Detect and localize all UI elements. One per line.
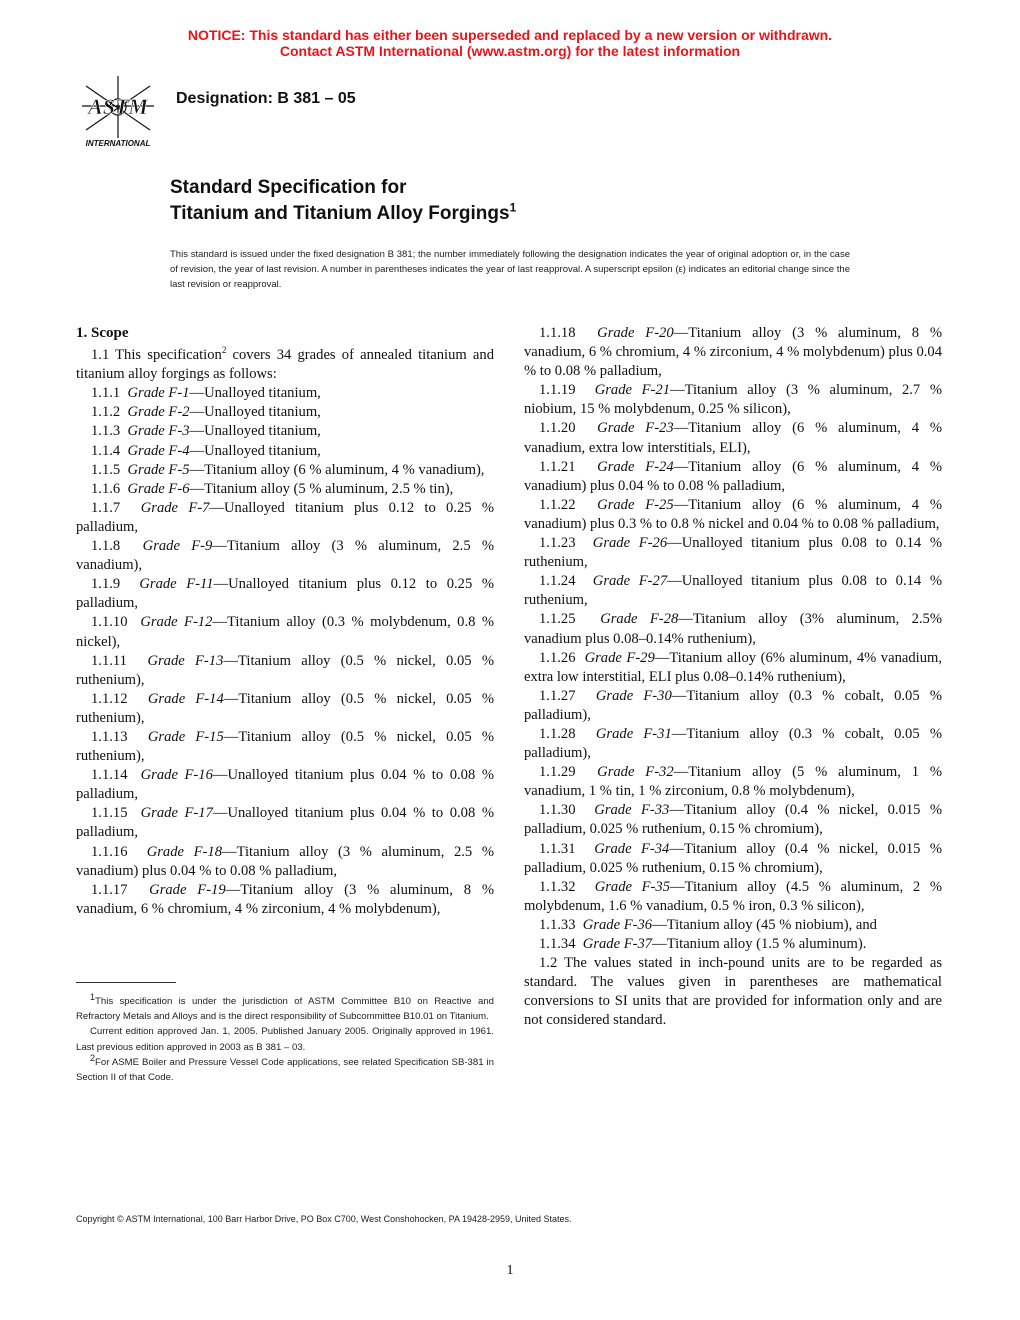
grade-item — [524, 324, 942, 381]
grade-item-description: —Unalloyed titanium, — [189, 423, 321, 440]
grade-item-number: 1.1.24 — [539, 573, 593, 590]
grade-item-number: 1.1.29 — [539, 764, 598, 781]
grade-item-grade: Grade F-21 — [594, 382, 670, 399]
grade-item — [524, 687, 942, 725]
grade-item-number: 1.1.31 — [539, 840, 595, 857]
grade-item-number: 1.1.2 — [91, 404, 128, 421]
grade-item-description: —Unalloyed titanium, — [189, 404, 321, 421]
grade-item-number: 1.1.3 — [91, 423, 128, 440]
grade-item-description: —Unalloyed titanium plus 0.04 % to 0.08 % palladium, — [76, 805, 494, 841]
grade-item-grade: Grade F-20 — [597, 325, 674, 341]
scope-p1-text-a: 1.1 This specification — [91, 347, 222, 364]
grade-item-grade: Grade F-14 — [147, 690, 224, 707]
notice-banner — [0, 27, 1020, 59]
grade-item-grade: Grade F-31 — [595, 725, 672, 742]
intro-paragraph: This standard is issued under the fixed designation B 381; the number immediately following the designation indicates the year of original adoption or, in the case of revision, the year of last revision. A number in parentheses indicates the year of last reapproval. A superscript epsilon (ε) indicates an editorial change since the last revision or reapproval. — [170, 249, 850, 290]
grade-item — [524, 916, 942, 935]
grade-item-description: —Titanium alloy (6 % aluminum, 4 % vanadium) plus 0.3 % to 0.8 % nickel and 0.04 % to 0.08 % palladium, — [524, 496, 943, 532]
grade-item-description: —Titanium alloy (0.3 % cobalt, 0.05 % palladium), — [524, 687, 943, 723]
grade-item — [524, 649, 942, 687]
grade-item-number: 1.1.34 — [539, 936, 583, 952]
footnote-2-text: For ASME Boiler and Pressure Vessel Code applications, see related Specification SB-381 in Section II of that Code. — [76, 1056, 494, 1084]
notice-line-1: NOTICE: This standard has either been superseded and replaced by a new version or withdrawn. — [187, 27, 833, 43]
scope-p1-text-b: covers 34 grades of annealed titanium and titanium alloy forgings as follows: — [76, 347, 494, 383]
grade-item-number: 1.1.10 — [91, 614, 141, 631]
grade-item-number: 1.1.5 — [91, 461, 128, 478]
footnote-2 — [76, 1052, 494, 1085]
grade-item-description: —Titanium alloy (0.3 % molybdenum, 0.8 % nickel), — [76, 614, 494, 650]
grade-item-number: 1.1.28 — [539, 725, 596, 742]
grade-item-grade: Grade F-34 — [594, 840, 670, 857]
grade-item-grade: Grade F-29 — [584, 649, 655, 666]
grade-item-description: —Titanium alloy (6 % aluminum, 4 % vanadium) plus 0.04 % to 0.08 % palladium, — [524, 458, 943, 494]
grade-item — [76, 613, 494, 651]
grade-list-left — [76, 384, 494, 919]
grade-item-description: —Titanium alloy (6% aluminum, 4% vanadium, extra low interstitial, ELI plus 0.08–0.14% ruthenium), — [524, 649, 943, 685]
grade-item — [76, 728, 494, 766]
grade-item-description: —Titanium alloy (0.5 % nickel, 0.05 % ruthenium), — [76, 728, 495, 765]
grade-item — [524, 935, 942, 954]
grade-item-description: —Titanium alloy (6 % aluminum, 4 % vanadium, extra low interstitials, ELI), — [524, 420, 943, 456]
scope-footnote-ref: 2 — [221, 345, 227, 356]
footnote-1-edition: Current edition approved Jan. 1, 2005. Published January 2005. Originally approved in 1961. Last previous edition approved in 2003 as B 381 – 03. — [76, 1026, 494, 1053]
grade-item-grade: Grade F-23 — [597, 420, 674, 437]
grade-item-description: —Titanium alloy (0.4 % nickel, 0.015 % palladium, 0.025 % ruthenium, 0.15 % chromium), — [524, 840, 943, 876]
grade-item-description: —Titanium alloy (3% aluminum, 2.5% vanadium plus 0.08–0.14% ruthenium), — [524, 611, 943, 647]
grade-item-grade: Grade F-12 — [140, 614, 213, 631]
grade-item-number: 1.1.8 — [91, 538, 143, 555]
grade-item-grade: Grade F-16 — [140, 767, 213, 784]
grade-item-number: 1.1.11 — [91, 652, 148, 669]
grade-item-description: —Titanium alloy (0.5 % nickel, 0.05 % ruthenium), — [76, 652, 494, 688]
grade-item-grade: Grade F-26 — [592, 535, 668, 552]
grade-item-number: 1.1.4 — [91, 442, 128, 459]
grade-item-description: —Unalloyed titanium plus 0.08 to 0.14 % ruthenium, — [524, 573, 942, 609]
grade-item — [76, 804, 494, 842]
scope-paragraph-1-2: 1.2 The values stated in inch-pound units are to be regarded as standard. The values given in parentheses are mathematical conversions to SI units that are provided for information only and are not considered standard. — [524, 955, 942, 1029]
grade-item-number: 1.1.30 — [539, 802, 595, 819]
designation: Designation: B 381 – 05 — [176, 90, 356, 107]
footnote-divider — [76, 982, 176, 983]
grade-item-grade: Grade F-30 — [595, 687, 672, 704]
grade-item-description: —Titanium alloy (3 % aluminum, 2.7 % niobium, 15 % molybdenum, 0.25 % silicon), — [524, 382, 942, 418]
grade-item-grade: Grade F-1 — [127, 385, 190, 402]
grade-item-description: —Titanium alloy (3 % aluminum, 8 % vanadium, 6 % chromium, 4 % zirconium, 4 % molybdenum), — [76, 881, 495, 917]
logo-text: ASTM — [88, 94, 148, 119]
grade-item-grade: Grade F-24 — [597, 458, 674, 475]
grade-item-number: 1.1.13 — [91, 728, 148, 745]
grade-item — [524, 572, 942, 610]
grade-item — [76, 499, 494, 537]
copyright-line: Copyright © ASTM International, 100 Barr Harbor Drive, PO Box C700, West Conshohocken, PA 19428-2959, United States. — [76, 1214, 572, 1224]
title-line-1: Standard Specification for — [170, 177, 407, 198]
grade-item-grade: Grade F-35 — [594, 878, 670, 895]
footnote-1-mark: 1 — [90, 991, 96, 1002]
grade-item — [76, 422, 494, 441]
notice-line-2: Contact ASTM International (www.astm.org) for the latest information — [279, 43, 741, 59]
grade-item — [524, 801, 942, 839]
footnote-2-mark: 2 — [90, 1052, 96, 1063]
grade-item — [524, 610, 942, 648]
grade-item-number: 1.1.20 — [539, 420, 598, 437]
title-line-2 — [170, 201, 516, 227]
grade-item — [524, 381, 942, 419]
grade-item — [524, 496, 942, 534]
grade-item-number: 1.1.22 — [539, 496, 598, 513]
grade-item-description: —Titanium alloy (5 % aluminum, 1 % vanadium, 1 % tin, 1 % zirconium, 0.8 % molybdenum), — [524, 764, 943, 800]
grade-item-number: 1.1.12 — [91, 690, 148, 707]
grade-item-number: 1.1.32 — [539, 878, 595, 895]
grade-item — [76, 881, 494, 919]
grade-item-grade: Grade F-18 — [146, 843, 222, 860]
grade-item-grade: Grade F-7 — [140, 499, 210, 516]
footnote-1 — [76, 991, 494, 1024]
grade-item — [524, 840, 942, 878]
grade-item-number: 1.1.14 — [91, 767, 141, 784]
scope-paragraph-1-1 — [76, 346, 494, 384]
grade-item-number: 1.1.15 — [91, 805, 141, 822]
grade-item-description: —Unalloyed titanium, — [189, 442, 321, 459]
grade-item-description: —Unalloyed titanium, — [189, 385, 321, 402]
grade-item — [76, 575, 494, 613]
grade-item-grade: Grade F-33 — [594, 802, 670, 819]
footnotes — [76, 991, 494, 1085]
footnote-1-text: This specification is under the jurisdiction of ASTM Committee B10 on Reactive and Refractory Metals and Alloys and is the direct responsibility of Subcommittee B10.01 on Titanium. — [76, 996, 494, 1023]
column-left — [76, 324, 494, 919]
column-right — [524, 324, 942, 1030]
grade-item-description: —Titanium alloy (4.5 % aluminum, 2 % molybdenum, 1.6 % vanadium, 0.5 % iron, 0.3 % silicon), — [524, 878, 942, 914]
grade-item-number: 1.1.25 — [539, 611, 601, 628]
grade-item-grade: Grade F-11 — [139, 576, 214, 593]
grade-item-description: —Titanium alloy (0.4 % nickel, 0.015 % palladium, 0.025 % ruthenium, 0.15 % chromium), — [524, 802, 943, 838]
grade-item — [76, 461, 494, 480]
grade-item-number: 1.1.18 — [539, 325, 598, 341]
grade-item-grade: Grade F-4 — [127, 442, 190, 459]
grade-item-number: 1.1.7 — [91, 499, 141, 516]
grade-item-description: —Titanium alloy (45 % niobium), and — [652, 916, 877, 933]
grade-item-grade: Grade F-5 — [127, 461, 190, 478]
grade-item-description: —Unalloyed titanium plus 0.04 % to 0.08 % palladium, — [76, 767, 494, 803]
grade-list-right — [524, 324, 942, 954]
grade-item-grade: Grade F-3 — [127, 423, 190, 440]
grade-item-description: —Unalloyed titanium plus 0.12 to 0.25 % palladium, — [76, 576, 494, 612]
title-footnote-ref: 1 — [509, 200, 517, 215]
grade-item-number: 1.1.23 — [539, 535, 593, 552]
grade-item-grade: Grade F-19 — [149, 881, 226, 898]
grade-item — [524, 458, 942, 496]
grade-item — [76, 480, 494, 499]
grade-item-number: 1.1.17 — [91, 881, 150, 898]
grade-item-number: 1.1.1 — [91, 385, 128, 402]
grade-item-grade: Grade F-32 — [597, 764, 674, 781]
grade-item — [524, 725, 942, 763]
grade-item — [524, 878, 942, 916]
grade-item-description: —Titanium alloy (3 % aluminum, 2.5 % vanadium), — [76, 538, 495, 574]
grade-item — [76, 652, 494, 690]
grade-item-description: —Titanium alloy (0.3 % cobalt, 0.05 % palladium), — [524, 725, 943, 762]
section-heading-scope: 1. Scope — [76, 325, 129, 341]
grade-item-grade: Grade F-28 — [600, 611, 679, 628]
grade-item-grade: Grade F-25 — [597, 496, 674, 513]
grade-item-description: —Titanium alloy (0.5 % nickel, 0.05 % ruthenium), — [76, 690, 495, 726]
title-text: Titanium and Titanium Alloy Forgings — [170, 203, 510, 224]
grade-item-number: 1.1.9 — [91, 576, 140, 593]
grade-item-grade: Grade F-2 — [127, 404, 190, 421]
grade-item — [76, 766, 494, 804]
grade-item-grade: Grade F-27 — [592, 573, 668, 590]
grade-item — [76, 403, 494, 422]
grade-item-grade: Grade F-9 — [142, 538, 213, 555]
grade-item-grade: Grade F-36 — [582, 916, 653, 933]
grade-item-description: —Titanium alloy (1.5 % aluminum). — [652, 936, 867, 952]
page-number: 1 — [506, 1263, 514, 1278]
grade-item-description: —Unalloyed titanium plus 0.08 to 0.14 % ruthenium, — [524, 535, 942, 571]
grade-item-description: —Titanium alloy (3 % aluminum, 2.5 % vanadium) plus 0.04 % to 0.08 % palladium, — [76, 843, 494, 879]
grade-item — [524, 534, 942, 572]
grade-item — [76, 843, 494, 881]
astm-logo-icon — [76, 74, 160, 150]
grade-item-number: 1.1.33 — [539, 916, 583, 933]
grade-item — [76, 537, 494, 575]
logo-subtext: INTERNATIONAL — [85, 139, 151, 148]
grade-item-description: —Titanium alloy (6 % aluminum, 4 % vanadium), — [189, 461, 485, 478]
grade-item-grade: Grade F-17 — [140, 805, 213, 822]
grade-item — [524, 419, 942, 457]
grade-item-grade: Grade F-6 — [127, 480, 190, 497]
grade-item-grade: Grade F-37 — [582, 936, 653, 952]
grade-item-description: —Titanium alloy (3 % aluminum, 8 % vanadium, 6 % chromium, 4 % zirconium, 4 % molybdenum) plus 0.04 % to 0.08 % palladium, — [524, 325, 943, 380]
grade-item — [524, 763, 942, 801]
grade-item — [76, 690, 494, 728]
page-title — [170, 175, 516, 227]
grade-item-number: 1.1.21 — [539, 458, 598, 475]
grade-item-grade: Grade F-13 — [147, 652, 224, 669]
grade-item — [76, 384, 494, 403]
grade-item — [76, 442, 494, 461]
grade-item-grade: Grade F-15 — [147, 728, 224, 745]
grade-item-number: 1.1.19 — [539, 382, 595, 399]
grade-item-number: 1.1.27 — [539, 687, 596, 704]
grade-item-number: 1.1.6 — [91, 480, 128, 497]
grade-item-number: 1.1.16 — [91, 843, 147, 860]
grade-item-description: —Unalloyed titanium plus 0.12 to 0.25 % palladium, — [76, 499, 494, 535]
grade-item-number: 1.1.26 — [539, 649, 585, 666]
grade-item-description: —Titanium alloy (5 % aluminum, 2.5 % tin), — [189, 480, 454, 497]
